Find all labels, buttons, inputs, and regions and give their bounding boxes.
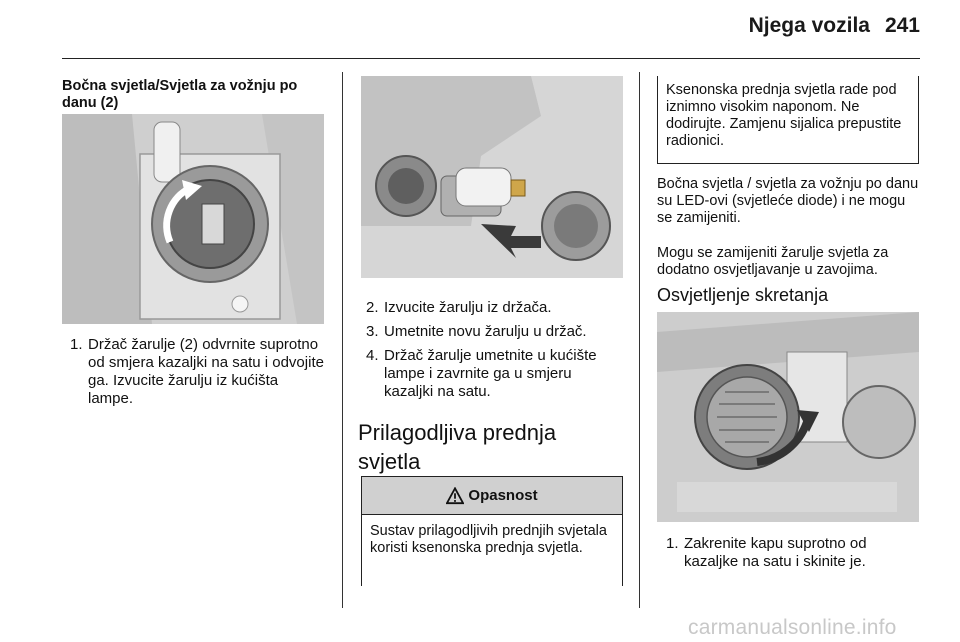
warning-title: Opasnost — [468, 487, 538, 504]
cornering-light-cap-figure — [657, 312, 919, 522]
xenon-note-box: Ksenonska prednja svjetla rade pod iznimno visokim naponom. Ne dodirujte. Zamjenu sijalica prepustite radionici. — [657, 76, 919, 164]
page-number: 241 — [884, 14, 920, 37]
step-text: Umetnite novu žarulju u držač. — [384, 323, 587, 340]
step-text: Držač žarulje umetnite u kućište lampe i zavrnite ga u smjeru kazaljki na satu. — [384, 347, 597, 400]
cornering-light-heading: Osvjetljenje skretanja — [657, 285, 829, 305]
step-item — [366, 347, 623, 401]
column-divider-left — [342, 72, 343, 608]
adaptive-headlights-heading: Prilagodljiva prednja svjetla — [358, 420, 557, 474]
side-lights-heading: Bočna svjetla/Svjetla za vožnju po danu (2) — [62, 78, 298, 111]
page-header-title: Njega vozila — [748, 14, 870, 37]
step-number: 2. — [366, 299, 379, 316]
cornering-bulb-paragraph: Mogu se zamijeniti žarulje svjetla za dodatno osvjetljavanje u zavojima. — [657, 245, 889, 278]
step-text: Držač žarulje (2) odvrnite suprotno od smjera kazaljki na satu i odvojite ga. Izvucite žarulju iz kućišta lampe. — [88, 336, 324, 407]
bulb-removal-illustration — [361, 76, 623, 278]
header-divider — [62, 58, 920, 59]
warning-triangle-icon — [446, 487, 464, 505]
warning-text: Sustav prilagodljivih prednjih svjetala koristi ksenonska prednja svjetla. — [370, 523, 607, 556]
step-item — [666, 535, 920, 571]
step-text: Izvucite žarulju iz držača. — [384, 299, 552, 316]
step-item — [366, 299, 623, 317]
step-number: 4. — [366, 347, 379, 364]
bulb-removal-figure — [361, 76, 623, 278]
step-number: 3. — [366, 323, 379, 340]
step-item — [70, 336, 324, 408]
danger-warning-box — [361, 476, 623, 586]
step-item — [366, 323, 623, 341]
led-paragraph: Bočna svjetla / svjetla za vožnju po danu su LED-ovi (svjetleće diode) i ne mogu se zamijeniti. — [657, 176, 919, 226]
bulb-holder-figure — [62, 114, 324, 324]
watermark: carmanualsonline.info — [688, 616, 897, 639]
step-number: 1. — [70, 336, 83, 353]
step-text: Zakrenite kapu suprotno od kazaljke na satu i skinite je. — [684, 535, 867, 570]
bulb-holder-illustration — [62, 114, 324, 324]
warning-header — [362, 477, 622, 515]
step-number: 1. — [666, 535, 679, 552]
cornering-light-illustration — [657, 312, 919, 522]
column-divider-right — [639, 72, 640, 608]
